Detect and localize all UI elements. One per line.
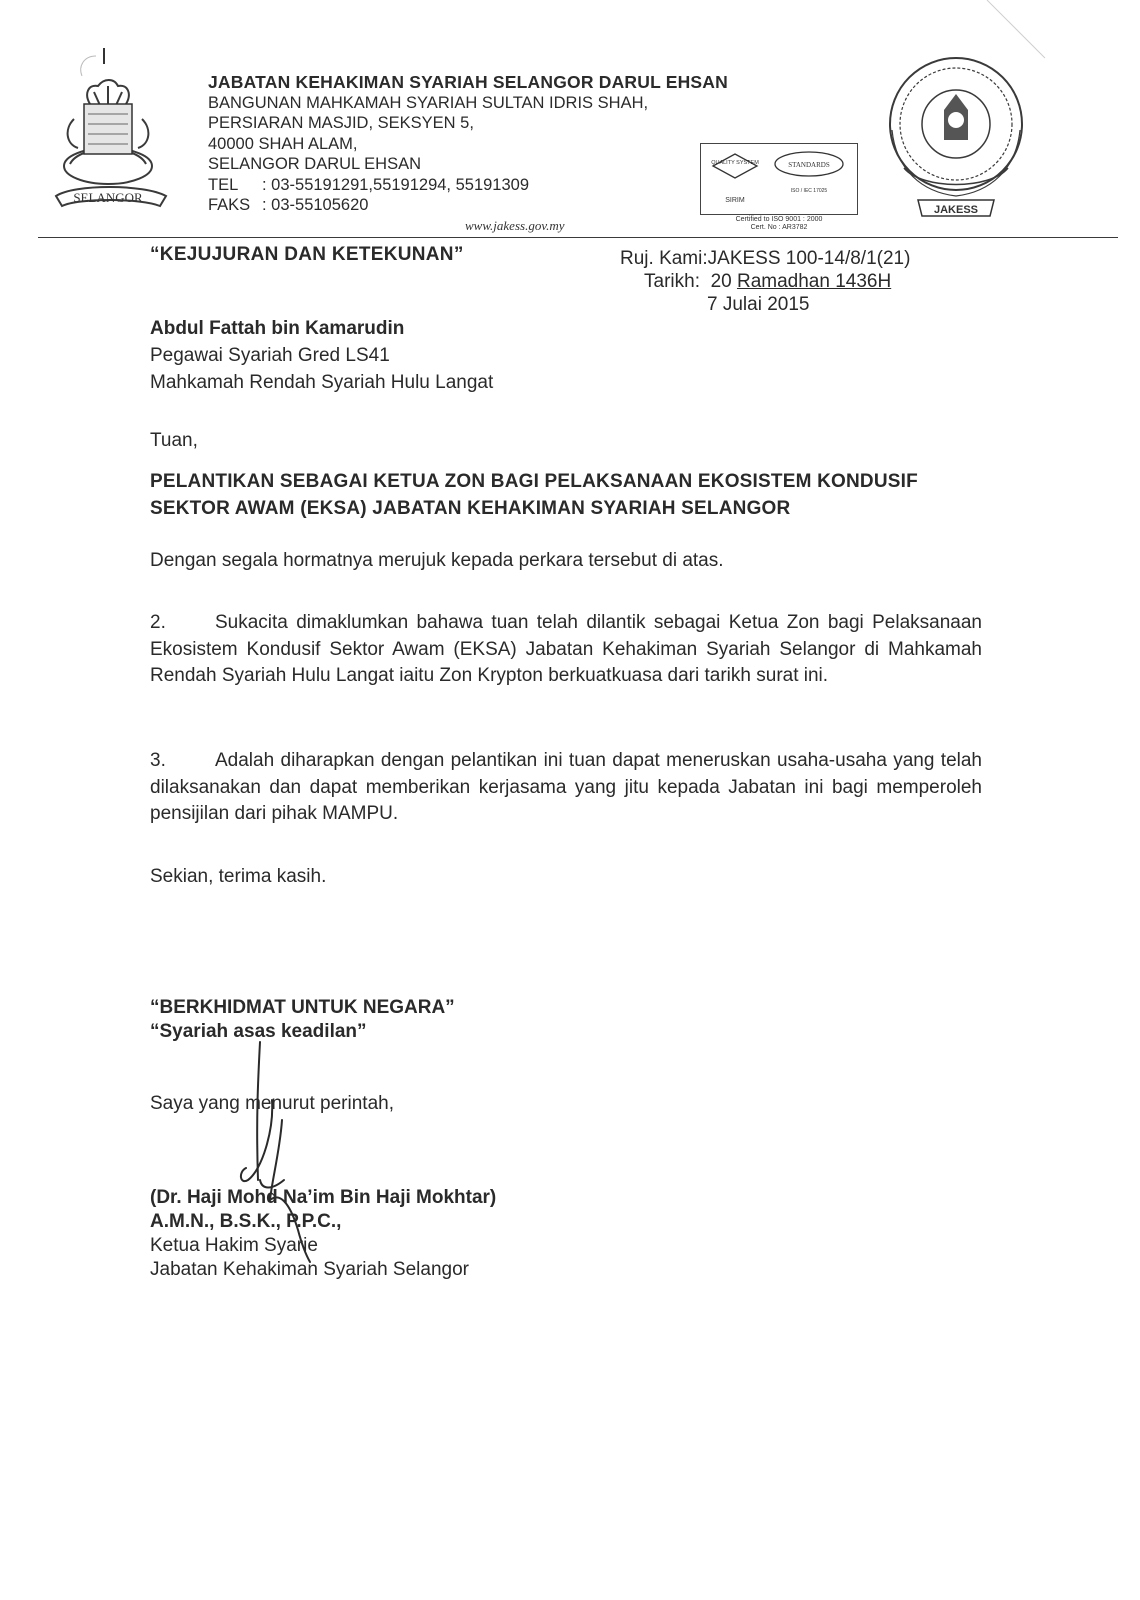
telephone-line bbox=[208, 175, 728, 196]
date-gregorian: 7 Julai 2015 bbox=[707, 294, 810, 315]
standards-text: STANDARDS bbox=[788, 161, 830, 169]
jakess-seal-text: JAKESS bbox=[933, 204, 979, 216]
signer-honours: A.M.N., B.S.K., P.P.C., bbox=[150, 1211, 342, 1232]
fax-line bbox=[208, 195, 728, 216]
selangor-crest-logo bbox=[44, 44, 179, 219]
fax-label: FAKS bbox=[208, 196, 251, 214]
recipient-title: Pegawai Syariah Gred LS41 bbox=[150, 345, 390, 366]
tel-value: : 03-55191291,55191294, 55191309 bbox=[262, 175, 530, 194]
cert-line-2: Cert. No : AR3782 bbox=[750, 224, 808, 231]
signer-department: Jabatan Kehakiman Syariah Selangor bbox=[150, 1259, 469, 1280]
paragraph-3-text: Adalah diharapkan dengan pelantikan ini tuan dapat meneruskan usaha-usaha yang telah dilaksanakan dan dapat memberikan kerjasama yang jitu kepada Jabatan ini bagi memperoleh pensijilan dari pihak MAMPU. bbox=[150, 750, 982, 824]
selangor-crest-text: SELANGOR bbox=[73, 190, 143, 205]
recipient-name: Abdul Fattah bin Kamarudin bbox=[150, 318, 405, 339]
department-motto: “KEJUJURAN DAN KETEKUNAN” bbox=[150, 244, 464, 265]
paragraph-2-number: 2. bbox=[150, 612, 166, 633]
date-line bbox=[620, 270, 910, 293]
letterhead-text bbox=[208, 72, 728, 216]
certification-note bbox=[700, 216, 858, 232]
paragraph-3-number: 3. bbox=[150, 750, 166, 771]
jakess-seal-logo bbox=[882, 50, 1030, 222]
scan-edge-decoration bbox=[985, 0, 1140, 60]
reference-block bbox=[620, 247, 910, 316]
reference-label: Ruj. Kami: bbox=[620, 248, 708, 269]
salutation: Tuan, bbox=[150, 430, 198, 451]
organization-name: JABATAN KEHAKIMAN SYARIAH SELANGOR DARUL EHSAN bbox=[208, 72, 728, 92]
signer-block bbox=[150, 1186, 496, 1282]
slogans bbox=[150, 996, 455, 1044]
paragraph-2 bbox=[150, 610, 982, 690]
sirim-text: SIRIM bbox=[725, 197, 745, 204]
fax-value: : 03-55105620 bbox=[262, 196, 369, 214]
address-line-4: SELANGOR DARUL EHSAN bbox=[208, 155, 422, 173]
quality-certification-badge bbox=[700, 143, 858, 215]
date-day: 20 bbox=[710, 271, 732, 292]
date-hijri: Ramadhan 1436H bbox=[736, 271, 892, 292]
website-link[interactable]: www.jakess.gov.my bbox=[465, 218, 565, 233]
recipient-office: Mahkamah Rendah Syariah Hulu Langat bbox=[150, 372, 494, 393]
recipient-address bbox=[150, 315, 493, 396]
reference-number: JAKESS 100-14/8/1(21) bbox=[707, 248, 911, 269]
letter-subject: PELANTIKAN SEBAGAI KETUA ZON BAGI PELAKSANAAN EKOSISTEM KONDUSIF SEKTOR AWAM (EKSA) JABATAN KEHAKIMAN SYARIAH SELANGOR bbox=[150, 471, 918, 519]
quality-system-text: QUALITY SYSTEM bbox=[711, 160, 759, 166]
quality-badge-icon bbox=[701, 144, 856, 213]
date-label: Tarikh: bbox=[644, 271, 700, 292]
signer-position: Ketua Hakim Syarie bbox=[150, 1235, 318, 1256]
paragraph-1: Dengan segala hormatnya merujuk kepada perkara tersebut di atas. bbox=[150, 550, 724, 571]
iso-text: ISO / IEC 17025 bbox=[790, 188, 828, 194]
letterhead-divider bbox=[38, 237, 1118, 238]
address-line-2: PERSIARAN MASJID, SEKSYEN 5, bbox=[208, 114, 474, 132]
signer-name: (Dr. Haji Mohd Na’im Bin Haji Mokhtar) bbox=[150, 1187, 497, 1208]
cert-line-1: Certified to ISO 9001 : 2000 bbox=[735, 216, 823, 223]
reference-line bbox=[620, 247, 910, 270]
slogan-2: “Syariah asas keadilan” bbox=[150, 1021, 367, 1042]
tel-label: TEL bbox=[208, 175, 239, 194]
slogan-1: “BERKHIDMAT UNTUK NEGARA” bbox=[150, 997, 455, 1018]
address-line-1: BANGUNAN MAHKAMAH SYARIAH SULTAN IDRIS SHAH, bbox=[208, 93, 649, 112]
address-line-3: 40000 SHAH ALAM, bbox=[208, 134, 358, 153]
closing-line: Sekian, terima kasih. bbox=[150, 866, 327, 887]
saya-yang-menurut-perintah: Saya yang menurut perintah, bbox=[150, 1093, 394, 1114]
paragraph-3 bbox=[150, 748, 982, 828]
paragraph-2-text: Sukacita dimaklumkan bahawa tuan telah dilantik sebagai Ketua Zon bagi Pelaksanaan Ekosistem Kondusif Sektor Awam (EKSA) Jabatan Kehakiman Syariah Selangor di Mahkamah Rendah Syariah Hulu Langat iaitu Zon Krypton berkuatkuasa dari tarikh surat ini. bbox=[150, 612, 982, 686]
